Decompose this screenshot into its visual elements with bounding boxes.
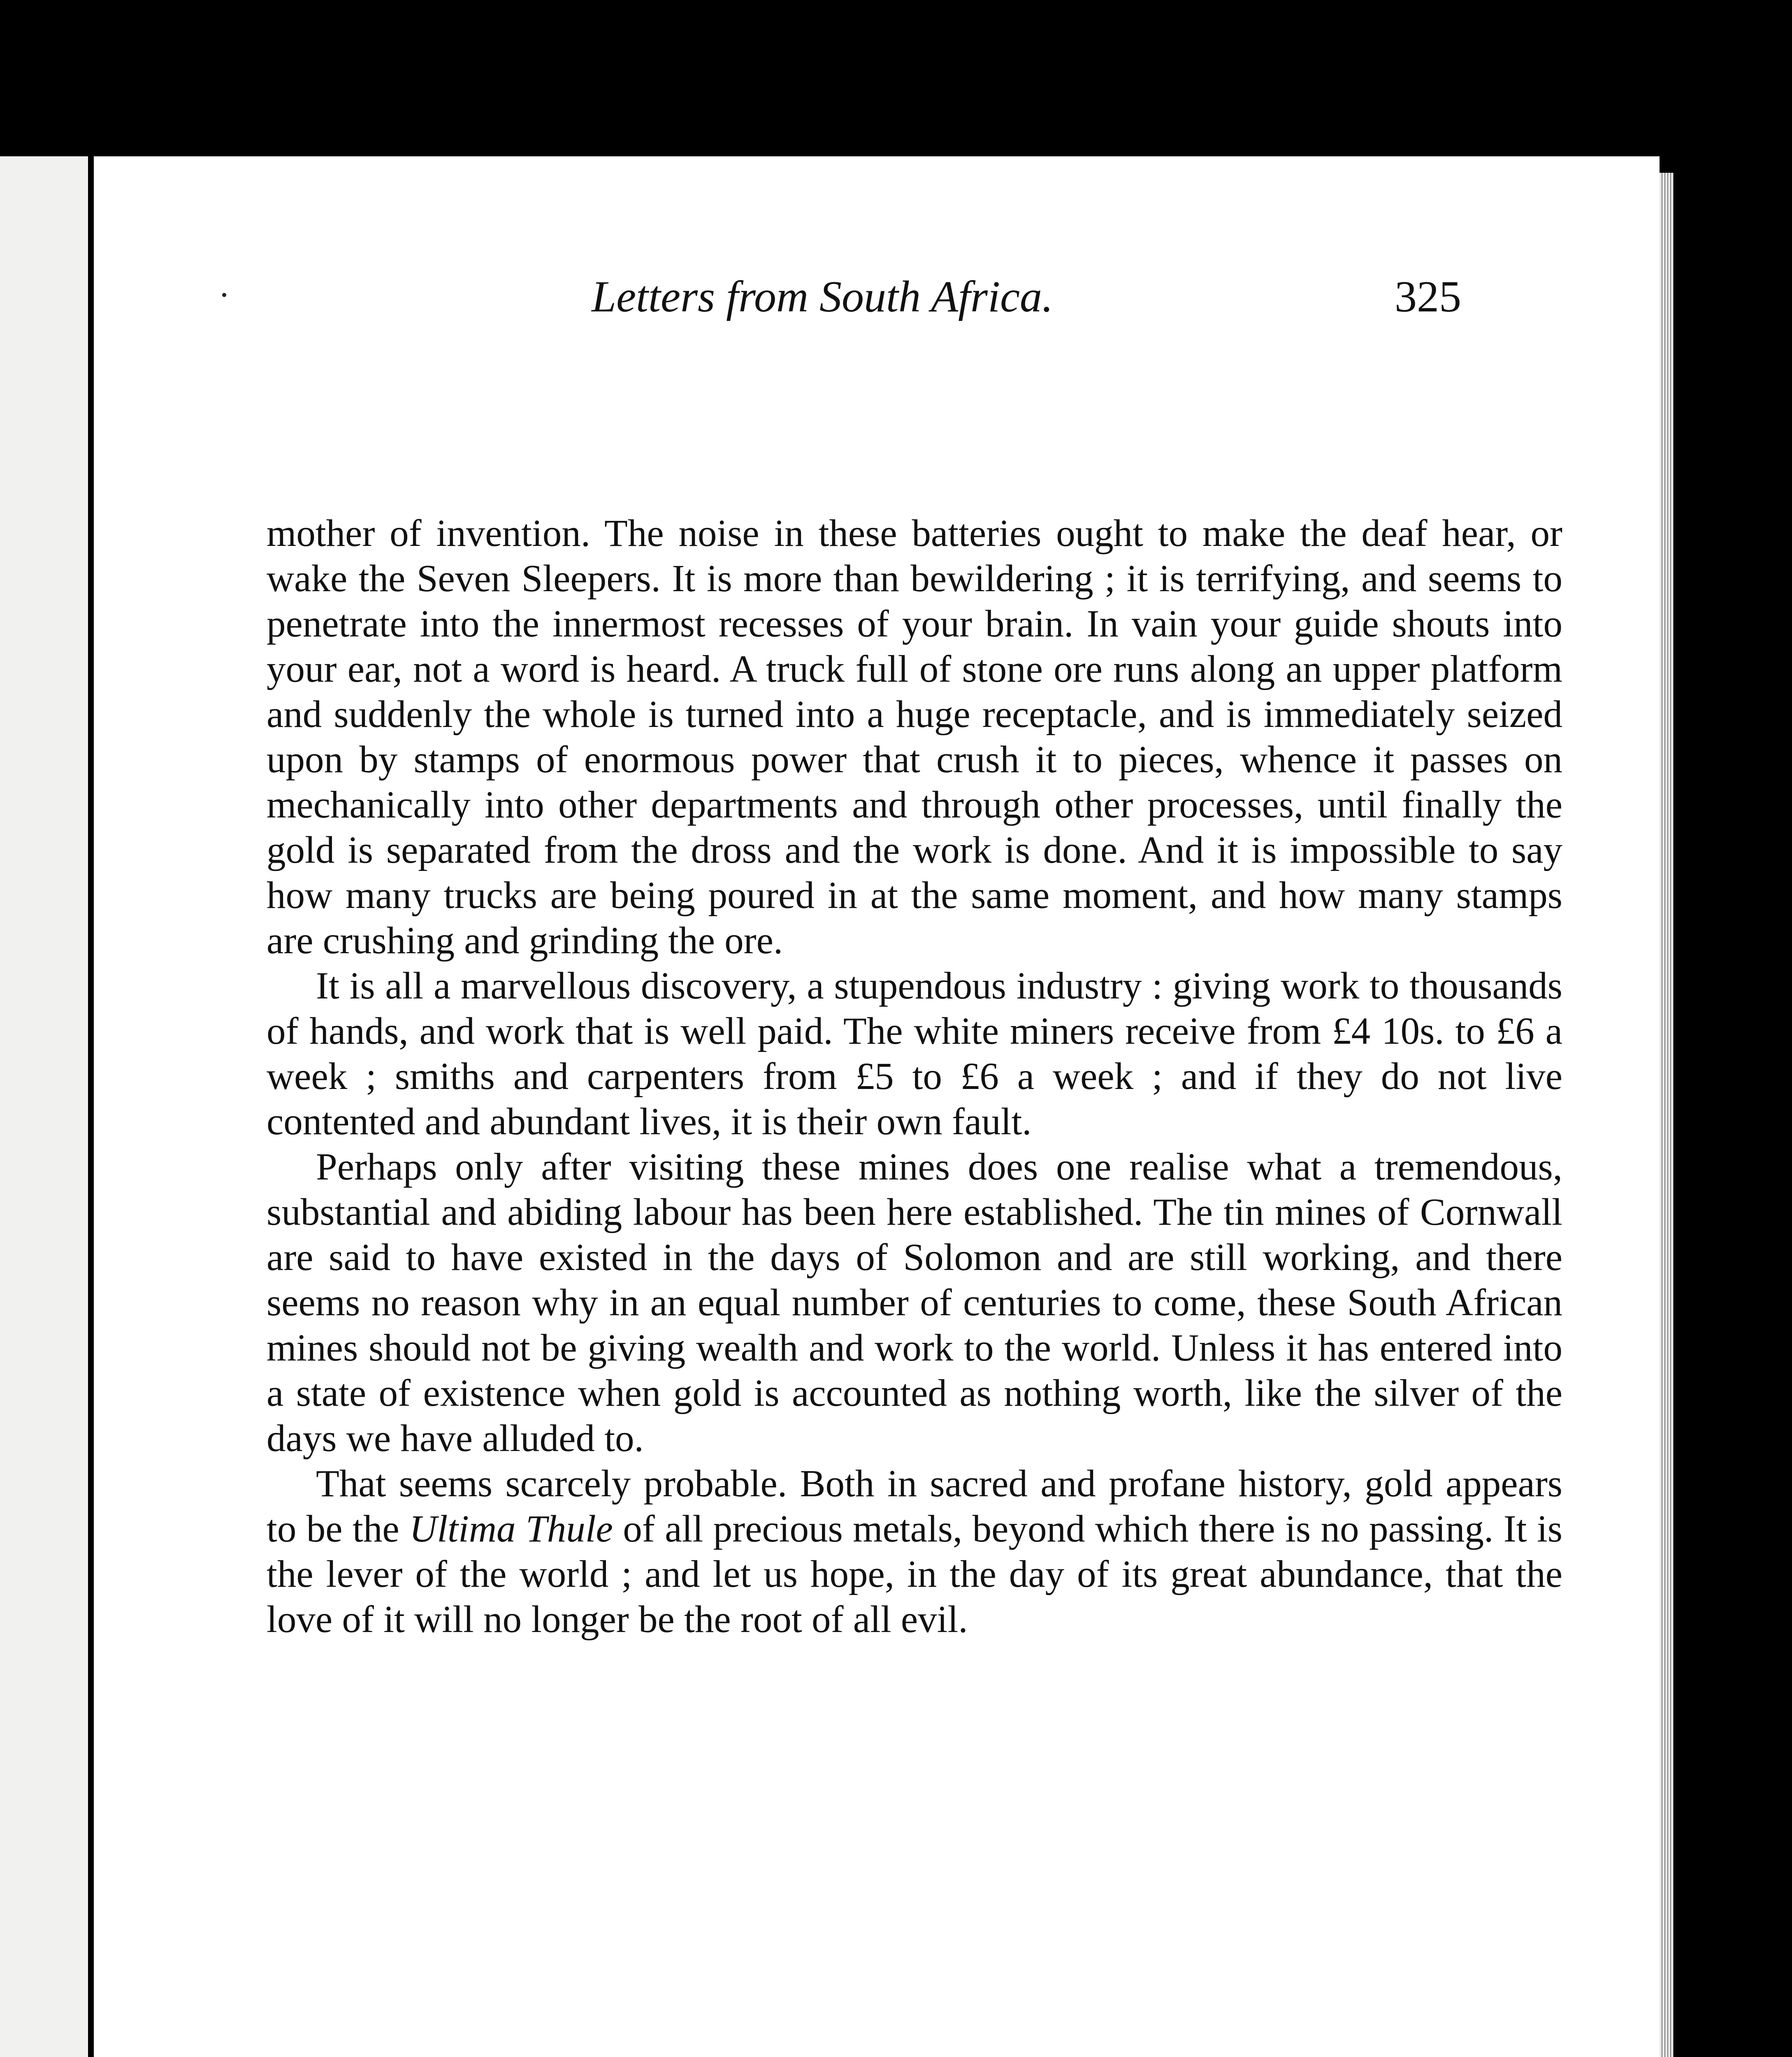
book-page	[94, 156, 1660, 2057]
left-page-edge	[0, 156, 92, 2057]
paragraph-4	[267, 1461, 1562, 1642]
running-title: Letters from South Africa.	[592, 272, 1054, 321]
paragraph-3: Perhaps only after visiting these mines does one realise what a tremendous, substantial and abiding labour has been here established. The tin mines of Cornwall are said to have existed in the days of Solomon and are still working, and there seems no reason why in an equal number of centuries to come, these South African mines should not be giving wealth and work to the world. Unless it has entered into a state of existence when gold is accounted as nothing worth, like the silver of the days we have alluded to.	[267, 1146, 1562, 1460]
paragraph-2: It is all a marvellous discovery, a stupendous industry : giving work to thousands of hands, and work that is well paid. The white miners receive from £4 10s. to £6 a week ; smiths and carpenters from £5 to £6 a week ; and if they do not live contented and abundant lives, it is their own fault.	[267, 965, 1562, 1143]
paragraph-4-end: of all precious metals, beyond which there is no passing. It is the lever of the world ; and let us hope, in the day of its great abundance, that the love of it will no longer be the root of all evil.	[267, 1508, 1563, 1641]
paragraph-1: mother of invention. The noise in these batteries ought to make the deaf hear, or wake the Seven Sleepers. It is more than bewildering ; it is terrifying, and seems to penetrate into the innermost recesses of your brain. In vain your guide shouts into your ear, not a word is heard. A truck full of stone ore runs along an upper platform and suddenly the whole is turned into a huge receptacle, and is immediately seized upon by stamps of enormous power that crush it to pieces, whence it passes on mechanically into other departments and through other processes, until finally the gold is separated from the dross and the work is done. And it is impossible to say how many trucks are being poured in at the same moment, and how many stamps are crushing and grinding the ore.	[267, 512, 1562, 962]
page-number: 325	[1395, 272, 1461, 321]
body-text	[267, 511, 1562, 1642]
page-edges	[1660, 173, 1674, 2057]
paragraph-4-italic: Ultima Thule	[409, 1508, 613, 1550]
paper-speck	[222, 293, 226, 297]
book-gutter	[88, 156, 93, 2057]
page-header	[94, 272, 1660, 354]
paragraph-4-start: That seems scarcely probable. Both in sacred and profane history, gold appears to be the	[267, 1463, 1562, 1550]
